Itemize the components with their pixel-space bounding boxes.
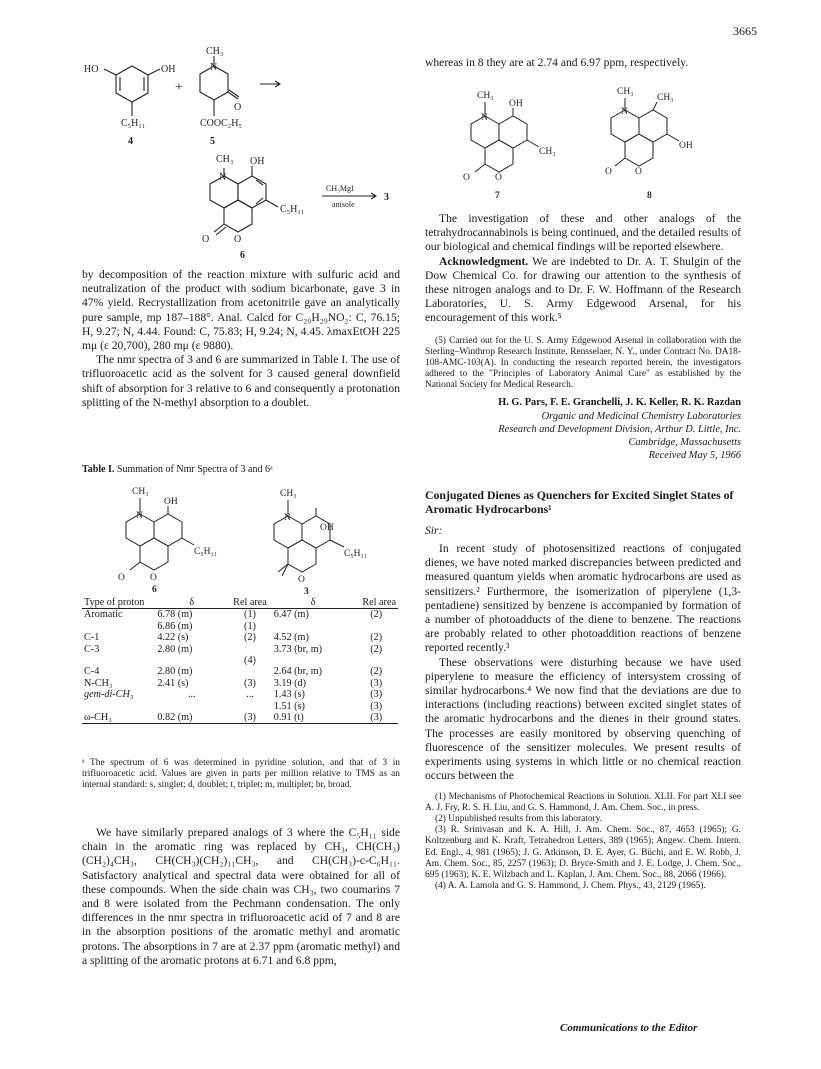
table-row [82,678,398,689]
n-label: N [210,62,218,73]
table-label: Table I. [82,464,115,475]
page-number: 3665 [733,24,757,38]
table-cell: 3.19 (d) [273,677,307,689]
n-label: N [219,172,227,183]
table-cell: Aromatic [84,609,123,621]
o-label: O [635,167,642,177]
cooc2h5-label: COOC₂H₅ [200,118,242,129]
nmr-table [82,597,398,724]
ch3-label: CH₃ [206,46,224,57]
authors: H. G. Pars, F. E. Granchelli, J. K. Keller, R. K. Razdan [498,396,741,408]
column-header: Rel area [228,597,272,609]
table-cell: (2) [370,609,383,621]
solvent-label: anisole [332,200,355,209]
paragraph: by decomposition of the reaction mixture with sulfuric acid and neutralization of the product with sodium bicarbonate, gave 3 in 47% yield. Recrystallization from acetonitrile gave an analytically pure sample, mp 187–188°. Anal. Calcd for C₂₀H₂₉NO₂: C, 76.15; H, 9.27; N, 4.44. Found: C, 75.83; H, 9.24; N, 4.45. λmaxEtOH 225 mμ (ε 20,700), 280 mμ (ε 9880). [82,268,400,353]
o-label: O [495,173,502,183]
reference: (3) R. Srinivasan and K. A. Hill, J. Am. Chem. Soc., 87, 4653 (1965); G. Koltzenburg and K. Kraft, Tetrahedron Letters, 389 (1965); Angew. Chem. Intern. Ed. Engl., 4, 981 (1965); J. G. Atkinson, D. E. Ayer, G. Büchi, and E. W. Robb, J. Am. Chem. Soc., 85, 2257 (1963); D. Bryce-Smith and J. E. Lodge, J. Chem. Soc., 695 (1963); K. E. Wilzbach and L. Kaplan, J. Am. Chem. Soc., 88, 2066 (1966). [425,825,741,880]
o-label: O [298,575,305,585]
ch3-label: CH₃ [216,154,234,165]
column-header: Rel area [354,597,398,609]
compound-6-label: 6 [152,585,157,595]
c5h11-label: C₅H₁₁ [280,204,305,215]
oh-label: OH [161,64,176,75]
footer: Communications to the Editor [560,1022,698,1034]
column-header: Type of proton [82,597,155,609]
table-cell: 6.86 (m) [157,620,193,632]
compound-4-label: 4 [128,136,133,147]
o-label: O [150,573,157,583]
o-label: O [202,234,210,245]
o-label: O [234,234,242,245]
table-cell: 4.52 (m) [273,632,309,644]
table-cell: 0.82 (m) [155,712,228,724]
o-label: O [605,167,612,177]
table-footnote: ᵃ The spectrum of 6 was determined in pyridine solution, and that of 3 in trifluoroacetic acid. Values are given in parts per million relative to TMS as an internal standard: s, singlet; d, doublet; t, triplet; m, multiplet; br, broad. [82,758,400,790]
table-title [82,464,273,475]
table-cell: (2) [370,666,383,678]
table-row [82,712,398,724]
table-cell: 3.73 (br, m) [273,643,323,655]
compound-7-label: 7 [495,191,500,201]
oh-label: OH [250,156,265,167]
left-column-top [82,268,400,410]
ch3-label: CH₃ [539,147,556,157]
compound-6-label: 6 [240,250,245,261]
table-row [82,666,398,677]
o-label: O [234,102,242,113]
ch3-label: CH₃ [477,91,494,101]
table-cell [354,621,398,632]
reference: (1) Mechanisms of Photochemical Reactions in Solution. XLII. For part XLI see A. J. Fry, R. S. H. Liu, and G. S. Hammond, J. Am. Chem. Soc., in press. [425,791,741,813]
affiliation: Organic and Medicinal Chemistry Laboratories [541,410,741,422]
table-cell: (3) [244,677,256,689]
column-header: δ [272,597,355,609]
table-cell: C-1 [84,632,100,644]
table-cell: 6.78 (m) [157,609,193,621]
table-cell: (3) [370,700,383,712]
acknowledgment-text: We are indebted to Dr. A. T. Shulgin of the Dow Chemical Co. for drawing our attention to the synthesis of these nitrogen analogs and to Dr. F. W. Hoffmann of the Research Laboratories, U. S. Army Edgewood Arsenal, for his encouragement of this work.⁵ [425,254,741,325]
table-cell: 0.91 (t) [272,712,355,724]
affiliation: Cambridge, Massachusetts [628,436,741,448]
table-row [82,621,398,632]
table-cell: 2.80 (m) [157,643,193,655]
paragraph: We have similarly prepared analogs of 3 where the C₅H₁₁ side chain in the aromatic ring was replaced by CH₃, CH(CH₃)(CH₂)₄CH₃, CH(CH₃)(CH₂)₁₁CH₃, and CH(CH₃)-c-C₆H₁₁. Satisfactory analytical and spectral data were obtained for all of these compounds. When the side chain was CH₃, two coumarins 7 and 8 were isolated from the Pechmann condensation. The only differences in the nmr spectra in trifluoroacetic acid of 7 and 8 are in the absorption positions of the aromatic methyl and aromatic protons. The absorptions in 7 are at 2.37 ppm (aromatic methyl) and a splitting of the aromatic protons at 6.71 and 6.8 ppm, [82,826,400,967]
affiliation: Research and Development Division, Arthur D. Little, Inc. [498,423,741,435]
article-heading: Conjugated Dienes as Quenchers for Excited Singlet States of Aromatic Hydrocarbons¹ [425,487,734,516]
table-cell: (3) [370,677,383,689]
table-cell [228,644,272,655]
table-structures [82,482,400,596]
o-label: O [463,173,470,183]
footnote: (5) Carried out for the U. S. Army Edgewood Arsenal in collaboration with the Sterling–Winthrop Research Institute, Rensselaer, N. Y., under Contract No. DA18-108-AMC-103(A). In conducting the research reported herein, the investigators adhered to the "Principles of Laboratory Animal Care" as established by the National Society for Medical Research. [425,335,741,391]
table-cell: (1) [244,609,256,621]
table-row [82,632,398,643]
table-cell [155,655,228,666]
table-cell: 1.43 (s) [273,689,305,701]
table-cell [82,655,155,666]
table-cell: (3) [228,712,272,724]
table-row [82,701,398,712]
left-column-bottom [82,826,400,968]
ho-label: HO [84,64,99,75]
coumarin-structures [425,86,741,204]
o-label: O [118,573,125,583]
compound-3-label: 3 [384,192,389,203]
compound-3-label: 3 [304,587,309,596]
table-row [82,689,398,700]
table-cell: 4.22 (s) [157,632,189,644]
table-cell [82,701,155,712]
table-cell [155,701,228,712]
n-label: N [481,113,488,123]
table-cell: ω-CH₃ [82,712,155,724]
table-cell: (2) [370,643,383,655]
table-cell [272,621,355,632]
paragraph: The investigation of these and other analogs of the tetrahydrocannabinols is being continued, and the detailed results of our biological and chemical findings will be reported elsewhere. [425,212,741,254]
c5h11-label: C₅H₁₁ [121,118,146,129]
acknowledgment-label: Acknowledgment. [439,254,529,268]
oh-label: OH [509,99,523,109]
reagent-label: CH₃MgI [326,184,354,193]
plus-sign: + [175,80,183,95]
table-cell: (2) [370,632,383,644]
reference: (2) Unpublished results from this laboratory. [435,813,603,824]
ch3-label: CH₃ [280,489,297,499]
paragraph: In recent study of photosensitized reactions of conjugated dienes, we have noted marked discrepancies between predicted and measured quantum yields when aromatic hydrocarbons are used as sensitizers.² Furthermore, the isomerization of piperylene (1,3-pentadiene) sensitized by benzene is accompanied by formation of a number of photoadducts of the diene to benzene. The reactions are probably related to other photoaddition reactions of benzene reported recently.³ [425,542,741,655]
paragraph: The nmr spectra of 3 and 6 are summarized in Table I. The use of trifluoroacetic acid as the solvent for 3 caused general downfield shift of absorption for 3 relative to 6 and consequently a protonation splitting of the N-methyl absorption to a doublet. [82,353,400,409]
table-row [82,609,398,621]
paragraph: whereas in 8 they are at 2.74 and 6.97 ppm, respectively. [425,56,689,69]
table-cell: (1) [244,620,256,632]
c5h11-label: C₅H₁₁ [194,547,218,557]
table-header-row [82,597,398,609]
table-cell [228,701,272,712]
right-column-body [425,212,741,892]
table-cell [354,655,398,666]
table-cell: 2.80 (m) [157,666,193,678]
column-header: δ [155,597,228,609]
table-cell [82,621,155,632]
salutation: Sir: [425,523,443,537]
table-cell: 1.51 (s) [273,700,305,712]
ch3-label: CH₃ [657,93,674,103]
ch3-label: CH₃ [617,87,634,97]
n-label: N [284,513,291,523]
table-cell [272,655,355,666]
table-cell: 2.41 (s) [157,677,189,689]
received-date: Received May 5, 1966 [648,449,741,461]
table-cell: (3) [354,712,398,724]
reaction-scheme [82,44,400,266]
table-cell: (3) [370,689,383,701]
paragraph: These observations were disturbing because we have used piperylene to measure the efficiency of intersystem crossing of similar hydrocarbons.⁴ We now find that the deviations are due to interactions (including reactions) between excited singlet states of the aromatic hydrocarbons and the dienes in their ground states. The processes are easily monitored by observing quenching of fluorescence of the sensitizer molecules. We present results of experiments using systems in which little or no chemical reaction occurs between the [425,655,741,783]
table-cell [228,666,272,677]
ch3-label: CH₃ [132,487,149,497]
reference: (4) A. A. Lamola and G. S. Hammond, J. Chem. Phys., 43, 2129 (1965). [435,881,706,892]
compound-8-label: 8 [647,191,652,201]
n-label: N [136,511,143,521]
table-row [82,655,398,666]
table-cell: 2.64 (br, m) [273,666,323,678]
table-cell: (2) [244,632,256,644]
table-cell: (4) [244,655,256,667]
table-cell: gem-di-CH₃ [84,689,134,701]
table-cell: ... [246,689,254,701]
table-cell: C-4 [84,666,100,678]
c5h11-label: C₅H₁₁ [344,549,368,559]
table-cell: ... [187,689,196,701]
right-column-top [425,56,741,70]
oh-label: OH [164,497,178,507]
table-row [82,644,398,655]
oh-label: OH [320,523,334,533]
table-cell: 6.47 (m) [273,609,309,621]
compound-5-label: 5 [210,136,215,147]
table-cell: C-3 [84,643,100,655]
n-label: N [621,107,628,117]
table-caption: Summation of Nmr Spectra of 3 and 6ᵃ [116,464,273,475]
oh-label: OH [679,141,693,151]
table-cell: N-CH₃ [84,677,113,689]
